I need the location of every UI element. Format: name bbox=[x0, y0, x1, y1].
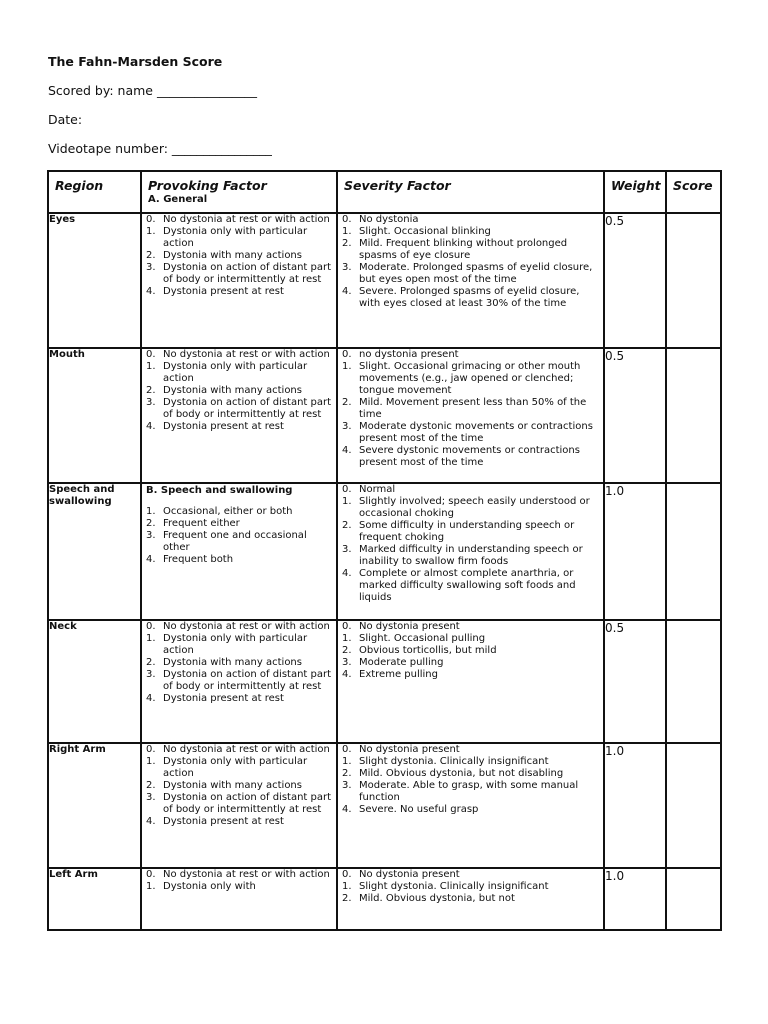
item-text: Marked difficulty in understanding speech or inability to swallow firm foods bbox=[359, 544, 583, 567]
list-item bbox=[338, 869, 603, 881]
item-text: Dystonia with many actions bbox=[163, 780, 302, 791]
list-item bbox=[142, 621, 336, 633]
list-item bbox=[338, 397, 603, 421]
region-cell: Eyes bbox=[48, 213, 141, 348]
item-number: 1. bbox=[342, 633, 352, 644]
item-text: Severe dystonic movements or contractions present most of the time bbox=[359, 445, 580, 468]
severity-factor-cell bbox=[337, 213, 604, 348]
item-text: Dystonia on action of distant part of body or intermittently at rest bbox=[163, 397, 332, 420]
item-number: 0. bbox=[146, 621, 156, 632]
item-number: 3. bbox=[342, 421, 352, 432]
item-number: 0. bbox=[342, 214, 352, 225]
item-text: Mild. Obvious dystonia, but not bbox=[359, 893, 515, 904]
item-text: Slight. Occasional grimacing or other mouth movements (e.g., jaw opened or clenched; tongue movement bbox=[359, 361, 581, 396]
weight-cell: 0.5 bbox=[604, 620, 666, 743]
score-input-cell[interactable] bbox=[666, 743, 721, 868]
item-number: 2. bbox=[146, 250, 156, 261]
item-text: No dystonia at rest or with action bbox=[163, 349, 330, 360]
severity-factor-list bbox=[338, 869, 603, 905]
item-text: Dystonia with many actions bbox=[163, 657, 302, 668]
list-item bbox=[338, 780, 603, 804]
item-number: 2. bbox=[146, 657, 156, 668]
score-input-cell[interactable] bbox=[666, 620, 721, 743]
severity-factor-cell bbox=[337, 743, 604, 868]
item-text: No dystonia present bbox=[359, 869, 460, 880]
item-number: 4. bbox=[342, 804, 352, 815]
table-row-left-arm bbox=[48, 868, 721, 930]
list-item bbox=[338, 568, 603, 604]
item-text: Dystonia with many actions bbox=[163, 250, 302, 261]
item-number: 3. bbox=[342, 657, 352, 668]
item-text: No dystonia present bbox=[359, 621, 460, 632]
list-item bbox=[142, 518, 336, 530]
item-text: Frequent either bbox=[163, 518, 240, 529]
provoking-factor-cell bbox=[141, 213, 337, 348]
item-text: Dystonia with many actions bbox=[163, 385, 302, 396]
videotape-number-field: Videotape number: ________________ bbox=[48, 141, 272, 156]
item-number: 1. bbox=[146, 361, 156, 372]
item-number: 1. bbox=[146, 881, 156, 892]
provoking-factor-list bbox=[142, 869, 336, 893]
list-item bbox=[338, 214, 603, 226]
list-item bbox=[142, 286, 336, 298]
region-cell: Right Arm bbox=[48, 743, 141, 868]
severity-factor-list bbox=[338, 621, 603, 681]
list-item bbox=[142, 744, 336, 756]
table-row-speech-and-swallowing bbox=[48, 483, 721, 620]
list-item bbox=[142, 530, 336, 554]
item-number: 3. bbox=[146, 792, 156, 803]
list-item bbox=[142, 816, 336, 828]
list-item bbox=[338, 262, 603, 286]
list-item bbox=[142, 214, 336, 226]
item-text: Slight dystonia. Clinically insignificant bbox=[359, 881, 549, 892]
item-text: Obvious torticollis, but mild bbox=[359, 645, 497, 656]
severity-factor-cell bbox=[337, 868, 604, 930]
list-item bbox=[338, 286, 603, 310]
item-text: Dystonia present at rest bbox=[163, 286, 284, 297]
list-item bbox=[338, 496, 603, 520]
item-number: 4. bbox=[342, 568, 352, 579]
score-input-cell[interactable] bbox=[666, 868, 721, 930]
table-row-neck bbox=[48, 620, 721, 743]
item-text: Moderate. Able to grasp, with some manual function bbox=[359, 780, 579, 803]
severity-factor-list bbox=[338, 484, 603, 604]
item-number: 2. bbox=[342, 520, 352, 531]
item-number: 0. bbox=[342, 484, 352, 495]
item-text: Occasional, either or both bbox=[163, 506, 293, 517]
item-text: Dystonia on action of distant part of body or intermittently at rest bbox=[163, 792, 332, 815]
item-number: 4. bbox=[146, 816, 156, 827]
severity-factor-cell bbox=[337, 620, 604, 743]
item-number: 2. bbox=[342, 893, 352, 904]
item-text: Dystonia present at rest bbox=[163, 421, 284, 432]
list-item bbox=[338, 520, 603, 544]
region-cell: Mouth bbox=[48, 348, 141, 483]
score-column-header: Score bbox=[666, 171, 721, 213]
provoking-factor-column-header: Provoking Factor A. General bbox=[141, 171, 337, 213]
item-text: Severe. Prolonged spasms of eyelid closure, with eyes closed at least 30% of the time bbox=[359, 286, 580, 309]
list-item bbox=[142, 657, 336, 669]
list-item bbox=[338, 361, 603, 397]
table-row-right-arm bbox=[48, 743, 721, 868]
item-number: 0. bbox=[146, 349, 156, 360]
item-number: 3. bbox=[342, 544, 352, 555]
item-text: Complete or almost complete anarthria, or marked difficulty swallowing soft foods and liquids bbox=[359, 568, 576, 603]
weight-cell: 1.0 bbox=[604, 743, 666, 868]
list-item bbox=[142, 792, 336, 816]
score-input-cell[interactable] bbox=[666, 213, 721, 348]
item-number: 2. bbox=[342, 238, 352, 249]
item-number: 3. bbox=[146, 397, 156, 408]
list-item bbox=[142, 869, 336, 881]
provoking-factor-cell bbox=[141, 348, 337, 483]
severity-factor-list bbox=[338, 214, 603, 310]
region-column-header: Region bbox=[48, 171, 141, 213]
item-text: Dystonia present at rest bbox=[163, 816, 284, 827]
item-text: Dystonia present at rest bbox=[163, 693, 284, 704]
item-number: 1. bbox=[146, 756, 156, 767]
item-number: 0. bbox=[146, 744, 156, 755]
list-item bbox=[338, 645, 603, 657]
item-text: Dystonia only with bbox=[163, 881, 256, 892]
severity-factor-cell bbox=[337, 483, 604, 620]
list-item bbox=[338, 881, 603, 893]
item-text: Mild. Movement present less than 50% of the time bbox=[359, 397, 587, 420]
item-text: Mild. Frequent blinking without prolonged spasms of eye closure bbox=[359, 238, 568, 261]
item-text: Some difficulty in understanding speech or frequent choking bbox=[359, 520, 575, 543]
item-text: Mild. Obvious dystonia, but not disabling bbox=[359, 768, 564, 779]
item-number: 2. bbox=[146, 780, 156, 791]
item-text: Dystonia only with particular action bbox=[163, 633, 308, 656]
list-item bbox=[142, 226, 336, 250]
item-text: Moderate. Prolonged spasms of eyelid closure, but eyes open most of the time bbox=[359, 262, 593, 285]
item-number: 4. bbox=[342, 445, 352, 456]
item-number: 1. bbox=[342, 496, 352, 507]
list-item bbox=[142, 361, 336, 385]
item-number: 2. bbox=[342, 397, 352, 408]
item-number: 2. bbox=[342, 768, 352, 779]
weight-cell: 1.0 bbox=[604, 868, 666, 930]
provoking-factor-cell bbox=[141, 620, 337, 743]
table-row-mouth bbox=[48, 348, 721, 483]
list-item bbox=[338, 893, 603, 905]
list-item bbox=[338, 756, 603, 768]
list-item bbox=[338, 226, 603, 238]
region-cell: Speech and swallowing bbox=[48, 483, 141, 620]
item-number: 3. bbox=[342, 780, 352, 791]
document-title: The Fahn-Marsden Score bbox=[48, 54, 223, 69]
provoking-factor-list bbox=[142, 506, 336, 566]
item-text: Frequent both bbox=[163, 554, 234, 565]
list-item bbox=[142, 780, 336, 792]
list-item bbox=[142, 349, 336, 361]
item-number: 3. bbox=[342, 262, 352, 273]
item-number: 0. bbox=[146, 869, 156, 880]
section-b-label: B. Speech and swallowing bbox=[146, 485, 293, 496]
severity-factor-cell bbox=[337, 348, 604, 483]
list-item bbox=[338, 633, 603, 645]
item-text: Dystonia on action of distant part of body or intermittently at rest bbox=[163, 669, 332, 692]
list-item bbox=[142, 669, 336, 693]
item-text: Dystonia only with particular action bbox=[163, 361, 308, 384]
item-number: 0. bbox=[342, 744, 352, 755]
item-text: Slight dystonia. Clinically insignificant bbox=[359, 756, 549, 767]
item-number: 2. bbox=[342, 645, 352, 656]
provoking-factor-list bbox=[142, 744, 336, 828]
item-number: 1. bbox=[342, 881, 352, 892]
scored-by-field: Scored by: name ________________ bbox=[48, 83, 257, 98]
item-text: No dystonia at rest or with action bbox=[163, 214, 330, 225]
list-item bbox=[142, 262, 336, 286]
table-header-row bbox=[48, 171, 721, 213]
weight-cell: 0.5 bbox=[604, 348, 666, 483]
item-number: 4. bbox=[146, 421, 156, 432]
list-item bbox=[142, 385, 336, 397]
list-item bbox=[338, 669, 603, 681]
item-number: 0. bbox=[146, 214, 156, 225]
list-item bbox=[142, 756, 336, 780]
item-text: Extreme pulling bbox=[359, 669, 438, 680]
severity-factor-list bbox=[338, 744, 603, 816]
item-text: Frequent one and occasional other bbox=[163, 530, 307, 553]
item-number: 1. bbox=[146, 226, 156, 237]
item-number: 4. bbox=[146, 554, 156, 565]
item-number: 0. bbox=[342, 621, 352, 632]
list-item bbox=[142, 554, 336, 566]
table-row-eyes bbox=[48, 213, 721, 348]
provoking-factor-cell bbox=[141, 743, 337, 868]
item-text: Normal bbox=[359, 484, 396, 495]
region-cell: Neck bbox=[48, 620, 141, 743]
provoking-factor-list bbox=[142, 214, 336, 298]
item-text: Moderate pulling bbox=[359, 657, 444, 668]
list-item bbox=[142, 693, 336, 705]
list-item bbox=[142, 421, 336, 433]
item-number: 1. bbox=[342, 226, 352, 237]
region-cell: Left Arm bbox=[48, 868, 141, 930]
item-number: 3. bbox=[146, 669, 156, 680]
item-number: 3. bbox=[146, 530, 156, 541]
item-text: Slight. Occasional pulling bbox=[359, 633, 486, 644]
item-number: 4. bbox=[146, 286, 156, 297]
list-item bbox=[338, 421, 603, 445]
item-number: 1. bbox=[342, 361, 352, 372]
severity-factor-column-header: Severity Factor bbox=[337, 171, 604, 213]
item-number: 2. bbox=[146, 518, 156, 529]
item-number: 4. bbox=[146, 693, 156, 704]
item-number: 1. bbox=[146, 633, 156, 644]
provoking-factor-list bbox=[142, 621, 336, 705]
item-text: Dystonia only with particular action bbox=[163, 756, 308, 779]
item-number: 4. bbox=[342, 286, 352, 297]
list-item bbox=[338, 544, 603, 568]
provoking-factor-cell bbox=[141, 483, 337, 620]
list-item bbox=[338, 804, 603, 816]
list-item bbox=[142, 881, 336, 893]
list-item bbox=[338, 445, 603, 469]
score-input-cell[interactable] bbox=[666, 483, 721, 620]
item-text: Dystonia on action of distant part of body or intermittently at rest bbox=[163, 262, 332, 285]
date-field: Date: bbox=[48, 112, 83, 127]
item-text: No dystonia present bbox=[359, 744, 460, 755]
list-item bbox=[338, 657, 603, 669]
weight-cell: 1.0 bbox=[604, 483, 666, 620]
item-text: Moderate dystonic movements or contractions present most of the time bbox=[359, 421, 593, 444]
item-text: Severe. No useful grasp bbox=[359, 804, 479, 815]
list-item bbox=[338, 484, 603, 496]
list-item bbox=[338, 744, 603, 756]
item-number: 0. bbox=[342, 869, 352, 880]
score-input-cell[interactable] bbox=[666, 348, 721, 483]
item-text: Dystonia only with particular action bbox=[163, 226, 308, 249]
list-item bbox=[338, 349, 603, 361]
weight-cell: 0.5 bbox=[604, 213, 666, 348]
item-text: No dystonia bbox=[359, 214, 419, 225]
item-number: 2. bbox=[146, 385, 156, 396]
item-number: 0. bbox=[342, 349, 352, 360]
severity-factor-list bbox=[338, 349, 603, 469]
item-number: 1. bbox=[146, 506, 156, 517]
list-item bbox=[338, 621, 603, 633]
provoking-factor-list bbox=[142, 349, 336, 433]
list-item bbox=[142, 633, 336, 657]
item-text: No dystonia at rest or with action bbox=[163, 744, 330, 755]
item-number: 1. bbox=[342, 756, 352, 767]
item-text: No dystonia at rest or with action bbox=[163, 621, 330, 632]
item-text: Slightly involved; speech easily understood or occasional choking bbox=[359, 496, 590, 519]
item-number: 4. bbox=[342, 669, 352, 680]
item-text: Slight. Occasional blinking bbox=[359, 226, 491, 237]
item-text: No dystonia at rest or with action bbox=[163, 869, 330, 880]
list-item bbox=[142, 506, 336, 518]
list-item bbox=[338, 238, 603, 262]
score-table bbox=[47, 170, 722, 931]
provoking-factor-cell bbox=[141, 868, 337, 930]
section-a-label: A. General bbox=[148, 194, 208, 205]
item-number: 3. bbox=[146, 262, 156, 273]
list-item bbox=[142, 397, 336, 421]
weight-column-header: Weight bbox=[604, 171, 666, 213]
list-item bbox=[338, 768, 603, 780]
item-text: no dystonia present bbox=[359, 349, 459, 360]
list-item bbox=[142, 250, 336, 262]
